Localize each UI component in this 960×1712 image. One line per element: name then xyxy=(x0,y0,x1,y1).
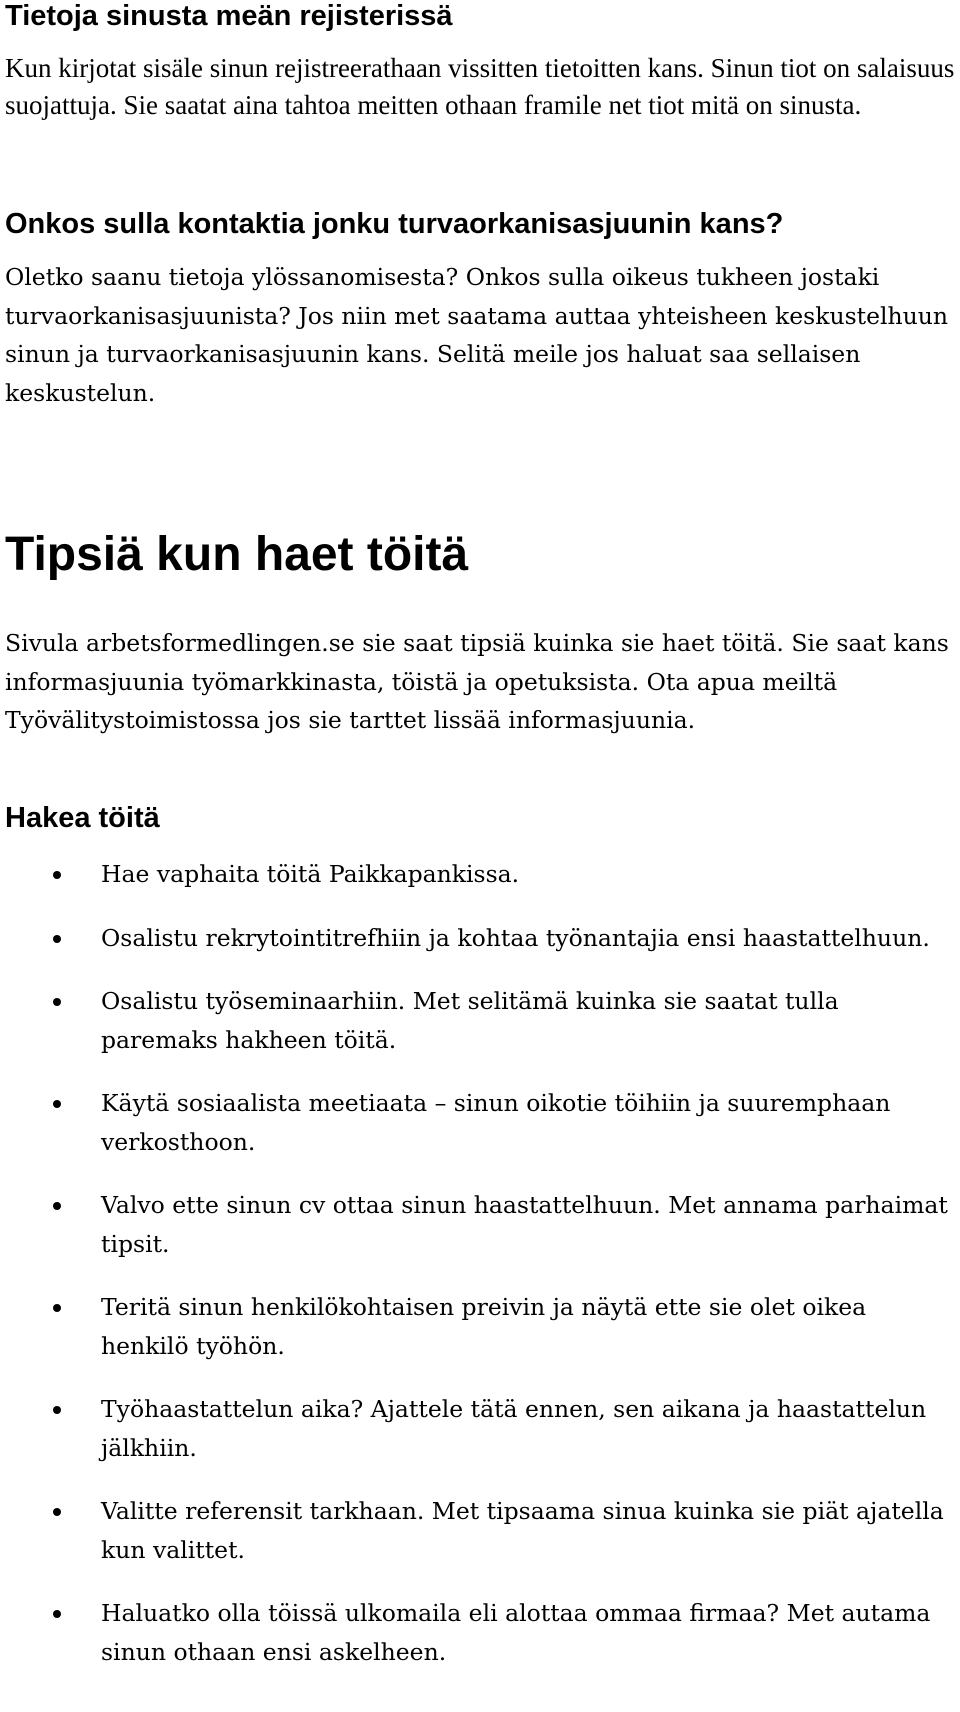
list-item xyxy=(5,855,955,894)
list-item-text: Käytä sosiaalista meetiaata – sinun oikotie töihiin ja suuremphaan verkosthoon. xyxy=(101,1089,891,1156)
heading-tips: Tipsiä kun haet töitä xyxy=(5,528,469,581)
bullet-icon xyxy=(53,1202,61,1210)
paragraph-tips: Sivula arbetsformedlingen.se sie saat tipsiä kuinka sie haet töitä. Sie saat kans informasjuunia työmarkkinasta, töistä ja opetuksista. Ota apua meiltä Työvälitystoimistossa jos sie tarttet lissää informasjuunia. xyxy=(5,629,949,734)
list-item xyxy=(5,1492,955,1569)
list-item xyxy=(5,1288,955,1365)
list-item xyxy=(5,1186,955,1263)
heading-register: Tietoja sinusta meän rejisterissä xyxy=(5,0,453,32)
paragraph-contact: Oletko saanu tietoja ylössanomisesta? Onkos sulla oikeus tukheen jostaki turvaorkanisasjuunista? Jos niin met saatama auttaa yhteisheen keskustelhuun sinun ja turvaorkanisasjuunin kans. Selitä meile jos haluat saa sellaisen keskustelun. xyxy=(5,263,949,407)
list-item-text: Osalistu rekrytointitrefhiin ja kohtaa työnantajia ensi haastattelhuun. xyxy=(101,923,930,952)
bullet-icon xyxy=(53,1304,61,1312)
paragraph-register: Kun kirjotat sisäle sinun rejistreerathaan vissitten tietoitten kans. Sinun tiot on salaisuus suojattuja. Sie saatat aina tahtoa meitten othaan framile net tiot mitä on sinusta. xyxy=(5,53,955,120)
list-item-text: Haluatko olla töissä ulkomaila eli alottaa ommaa firmaa? Met autama sinun othaan ensi askelheen. xyxy=(101,1599,931,1666)
heading-contact: Onkos sulla kontaktia jonku turvaorkanisasjuunin kans? xyxy=(5,208,784,240)
heading-apply: Hakea töitä xyxy=(5,802,160,834)
bullet-icon xyxy=(53,871,61,879)
list-item xyxy=(5,1594,955,1671)
bullet-icon xyxy=(53,1100,61,1108)
list-item xyxy=(5,919,955,958)
bullet-icon xyxy=(53,1610,61,1618)
list-item-text: Hae vaphaita töitä Paikkapankissa. xyxy=(101,860,520,888)
bullet-icon xyxy=(53,1406,61,1414)
bullet-icon xyxy=(53,1508,61,1516)
list-item xyxy=(5,1084,955,1161)
bullet-icon xyxy=(53,935,61,943)
list-item xyxy=(5,1390,955,1467)
list-item-text: Teritä sinun henkilökohtaisen preivin ja näytä ette sie olet oikea henkilö työhön. xyxy=(101,1293,867,1360)
list-item-text: Valvo ette sinun cv ottaa sinun haastattelhuun. Met annama parhaimat tipsit. xyxy=(101,1191,948,1258)
apply-list xyxy=(5,855,955,1696)
bullet-icon xyxy=(53,998,61,1006)
list-item xyxy=(5,982,955,1059)
list-item-text: Osalistu työseminaarhiin. Met selitämä kuinka sie saatat tulla paremaks hakheen töitä. xyxy=(101,987,839,1054)
list-item-text: Työhaastattelun aika? Ajattele tätä ennen, sen aikana ja haastattelun jälkhiin. xyxy=(101,1395,927,1462)
list-item-text: Valitte referensit tarkhaan. Met tipsaama sinua kuinka sie piät ajatella kun valittet. xyxy=(101,1497,944,1564)
